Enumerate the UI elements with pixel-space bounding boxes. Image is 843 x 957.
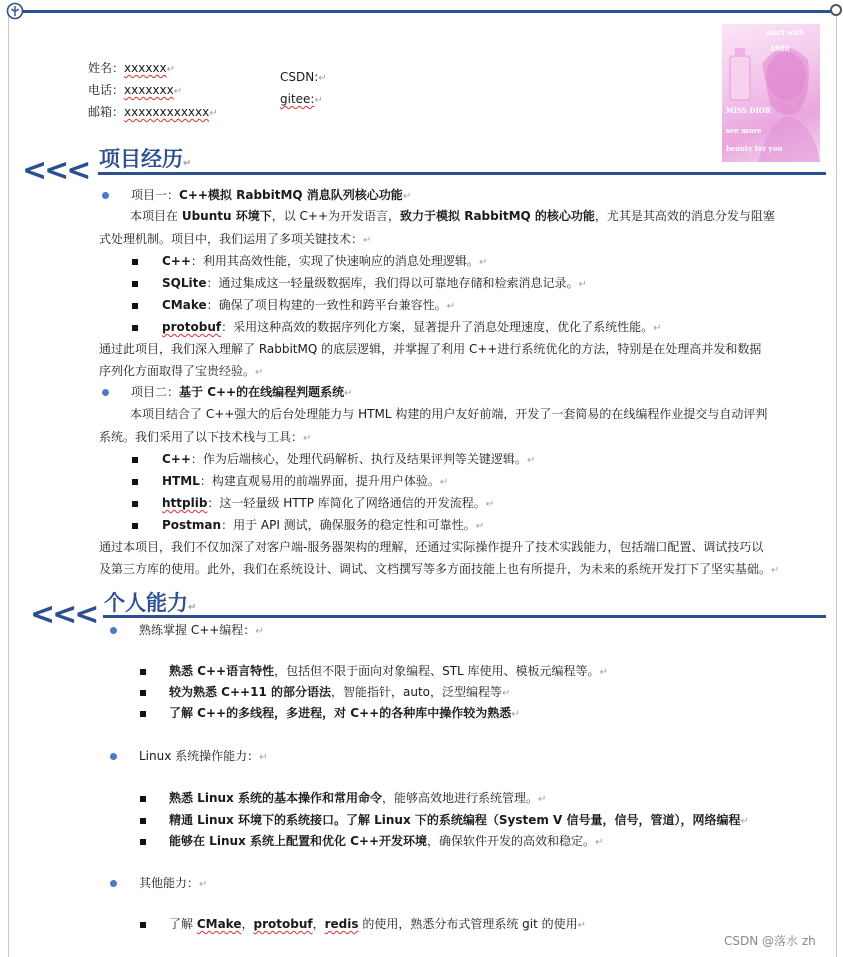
csdn-label: CSDN: (280, 70, 319, 84)
bullet-square (132, 259, 138, 265)
photo-text-4: see more (726, 126, 762, 135)
section-title-projects: 项目经历↵ (99, 147, 192, 171)
section-chevron-icon: <<< (30, 597, 97, 632)
name-value: xxxxxx (124, 61, 167, 75)
project2-item: HTML：构建直观易用的前端界面，提升用户体验。↵ (162, 474, 449, 488)
photo-text-3: MISS DIOR (726, 106, 771, 115)
skill-item: 能够在 Linux 系统上配置和优化 C++开发环境，确保软件开发的高效和稳定。↵ (169, 834, 604, 848)
phone-value: xxxxxxx (124, 83, 174, 97)
project2-summary-line2: 及第三方库的使用。此外，我们在系统设计、调试、文档撰写等多方面技能上也有所提升，为未来的系统开发打下了坚实基础。↵ (99, 562, 780, 576)
skill-item: 了解 C++的多线程，多进程，对 C++的各种库中操作较为熟悉↵ (169, 706, 520, 720)
bullet-square (140, 839, 146, 845)
bullet-square (132, 523, 138, 529)
project1-desc-line2: 式处理机制。项目中，我们运用了多项关键技术：↵ (99, 232, 372, 246)
skill-item: 了解 CMake，protobuf，redis 的使用，熟悉分布式管理系统 git 的使用↵ (169, 917, 587, 931)
bullet-square (140, 818, 146, 824)
project2-title: 项目二：基于 C++的在线编程判题系统↵ (131, 385, 353, 399)
project1-item: CMake：确保了项目构建的一致性和跨平台兼容性。↵ (162, 298, 456, 312)
section-chevron-icon: <<< (22, 153, 89, 188)
bullet-square (132, 325, 138, 331)
page-border-left (8, 12, 9, 957)
section-rule-projects (98, 172, 826, 175)
section-title-skills: 个人能力↵ (104, 591, 197, 615)
photo-text-1: start with (766, 28, 805, 37)
header-rule (14, 10, 836, 13)
bullet-dot (110, 880, 117, 887)
skill-item: 熟悉 Linux 系统的基本操作和常用命令，能够高效地进行系统管理。↵ (169, 791, 547, 805)
skill-item: 较为熟悉 C++11 的部分语法，智能指针，auto，泛型编程等↵ (169, 685, 511, 699)
skill-group-other-heading: 其他能力：↵ (139, 876, 208, 890)
email-value: xxxxxxxxxxxx (124, 105, 210, 119)
project2-item: httplib：这一轻量级 HTTP 库简化了网络通信的开发流程。↵ (162, 496, 495, 510)
project1-summary-line2: 序列化方面取得了宝贵经验。↵ (99, 364, 264, 378)
photo-text-5: beauty for you (726, 144, 783, 153)
project2-desc-line2: 系统。我们采用了以下技术栈与工具：↵ (99, 430, 312, 444)
name-label: 姓名： (88, 61, 125, 75)
bullet-square (140, 922, 146, 928)
project1-summary-line1: 通过此项目，我们深入理解了 RabbitMQ 的底层逻辑，并掌握了利用 C++进行系统优化的方法，特别是在处理高并发和数据 (99, 342, 762, 356)
project2-summary-line1: 通过本项目，我们不仅加深了对客户端-服务器架构的理解，还通过实际操作提升了技术实践能力，包括端口配置、调试技巧以 (99, 540, 764, 554)
bullet-square (132, 303, 138, 309)
contact-left: 姓名：xxxxxx↵ 电话：xxxxxxx↵ 邮箱：xxxxxxxxxxxx↵ (88, 61, 218, 119)
gitee-label: gitee: (280, 92, 315, 106)
csdn-watermark: CSDN @落水 zh (724, 934, 816, 948)
bullet-dot (110, 627, 117, 634)
phone-label: 电话： (88, 83, 125, 97)
email-label: 邮箱： (88, 105, 125, 119)
page-border-right (836, 12, 837, 957)
project2-item: C++：作为后端核心，处理代码解析、执行及结果评判等关键逻辑。↵ (162, 452, 536, 466)
project1-item: protobuf：采用这种高效的数据序列化方案，显著提升了消息处理速度，优化了系统性能。↵ (162, 320, 662, 334)
bullet-square (132, 479, 138, 485)
skill-item: 熟悉 C++语言特性，包括但不限于面向对象编程、STL 库使用、模板元编程等。↵ (169, 664, 608, 678)
bullet-square (132, 501, 138, 507)
bullet-dot (102, 192, 109, 199)
project1-item: SQLite：通过集成这一轻量级数据库，我们得以可靠地存储和检索消息记录。↵ (162, 276, 587, 290)
project1-desc-line1: 本项目在 Ubuntu 环境下，以 C++为开发语言，致力于模拟 RabbitMQ 的核心功能，尤其是其高效的消息分发与阻塞 (130, 209, 775, 223)
bullet-square (140, 690, 146, 696)
photo-text-2: 1980 (770, 44, 790, 53)
anchor-icon (6, 2, 24, 20)
project2-desc-line1: 本项目结合了 C++强大的后台处理能力与 HTML 构建的用户友好前端，开发了一套简易的在线编程作业提交与自动评判 (130, 407, 768, 421)
bullet-dot (102, 389, 109, 396)
project1-title: 项目一：C++模拟 RabbitMQ 消息队列核心功能↵ (131, 188, 412, 202)
skill-item: 精通 Linux 环境下的系统接口。了解 Linux 下的系统编程（System V 信号量，信号，管道），网络编程↵ (169, 813, 749, 827)
bullet-square (132, 457, 138, 463)
project2-item: Postman：用于 API 测试，确保服务的稳定性和可靠性。↵ (162, 518, 485, 532)
bullet-dot (110, 753, 117, 760)
bullet-square (140, 796, 146, 802)
section-rule-skills (103, 615, 826, 618)
skill-group-linux-heading: Linux 系统操作能力：↵ (139, 749, 268, 763)
bullet-square (140, 711, 146, 717)
page-corner-handle[interactable] (830, 4, 842, 16)
bullet-square (140, 669, 146, 675)
profile-photo (722, 24, 820, 162)
contact-right: CSDN:↵ gitee:↵ (280, 70, 327, 106)
skill-group-cpp-heading: 熟练掌握 C++编程：↵ (139, 623, 264, 637)
bullet-square (132, 281, 138, 287)
project1-item: C++：利用其高效性能，实现了快速响应的消息处理逻辑。↵ (162, 254, 488, 268)
